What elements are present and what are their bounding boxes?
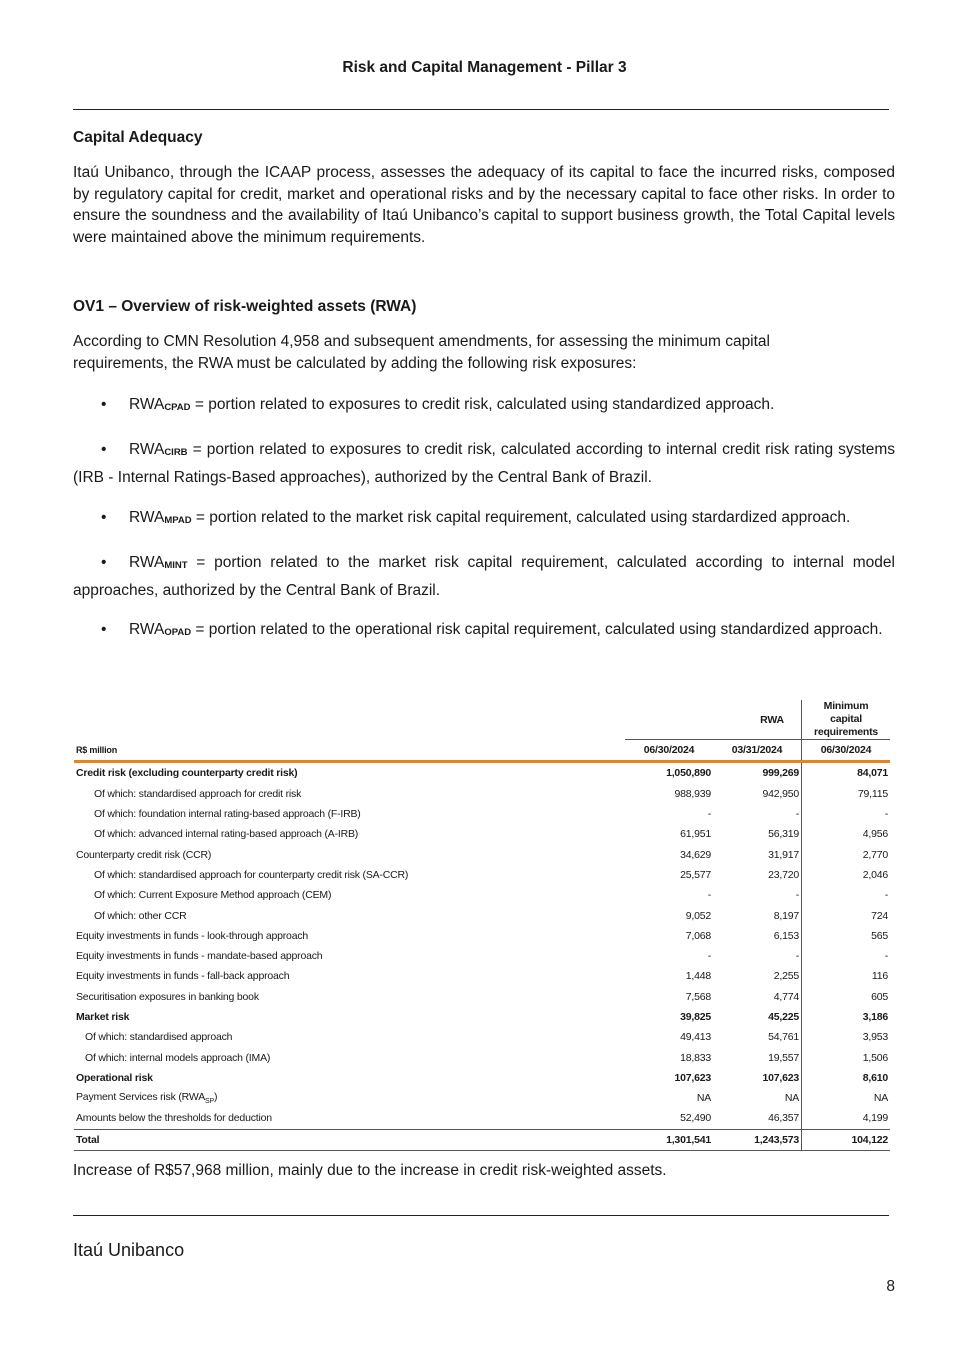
bullet-text: = portion related to the market risk capital requirement, calculated according to internal model approaches, authorized by the Central Bank of Brazil. — [73, 554, 895, 599]
page-number: 8 — [886, 1278, 895, 1295]
cell-value: 104,122 — [851, 1133, 888, 1146]
row-label-text: Of which: advanced internal rating-based approach (A-IRB) — [94, 828, 359, 841]
row-label — [74, 1129, 625, 1150]
cell-value: 8,197 — [713, 905, 802, 925]
cell-value: 4,199 — [862, 1112, 888, 1125]
row-label — [74, 804, 625, 824]
bullet-subscript: CIRB — [164, 447, 188, 458]
bullet-term: RWA — [129, 441, 165, 458]
bullet-subscript: MINT — [164, 560, 188, 571]
row-label-text: Equity investments in funds - look-through approach — [76, 929, 309, 942]
table-row — [74, 1047, 890, 1067]
row-label — [74, 865, 625, 885]
cell-value: 107,623 — [674, 1071, 711, 1084]
cell-value: 25,577 — [680, 868, 711, 881]
cell-value: - — [707, 808, 711, 821]
bullet-term: RWA — [129, 509, 165, 526]
row-label — [74, 946, 625, 966]
table-row — [74, 1108, 890, 1129]
cell-value: 31,917 — [713, 844, 802, 864]
bullet-text: = portion related to the operational risk capital requirement, calculated using standardized approach. — [191, 621, 883, 638]
ov1-intro: According to CMN Resolution 4,958 and subsequent amendments, for assessing the minimum capital requirements, the RWA must be calculated by adding the following risk exposures: — [73, 333, 771, 372]
cell-value: 4,774 — [713, 987, 802, 1007]
cell-value: 1,301,541 — [666, 1133, 711, 1146]
cell-value: - — [707, 950, 711, 963]
bullet-subscript: OPAD — [164, 627, 192, 638]
cell-value: 6,153 — [713, 926, 802, 946]
row-label — [74, 1088, 625, 1108]
table-row — [74, 844, 890, 864]
cell-value: 605 — [871, 990, 888, 1003]
cell-value: - — [713, 946, 802, 966]
bullet-rwa-mpad — [73, 506, 895, 534]
cell-value: 46,357 — [713, 1108, 802, 1129]
page-header: Risk and Capital Management - Pillar 3 — [342, 59, 627, 76]
cell-value: - — [707, 889, 711, 902]
cell-value: NA — [696, 1092, 711, 1105]
bullet-icon: • — [101, 554, 107, 571]
cell-value: 2,046 — [862, 868, 888, 881]
table-row — [74, 926, 890, 946]
row-label — [74, 1047, 625, 1067]
table-row — [74, 865, 890, 885]
bullet-icon: • — [101, 441, 107, 458]
row-label-text: Amounts below the thresholds for deduction — [76, 1112, 272, 1125]
row-label-text: Of which: foundation internal rating-based approach (F-IRB) — [94, 808, 361, 821]
cell-value: 724 — [871, 909, 888, 922]
bullet-icon: • — [101, 621, 107, 638]
column-header: 06/30/2024 — [643, 744, 695, 757]
row-label — [74, 987, 625, 1007]
cell-value: 107,623 — [713, 1068, 802, 1088]
row-label — [74, 762, 625, 784]
row-label — [74, 844, 625, 864]
cell-value: - — [884, 889, 888, 902]
row-label-text: Payment Services risk (RWA — [76, 1091, 205, 1104]
unit-label: R$ million — [76, 744, 118, 755]
row-label-text: Of which: standardised approach for counterparty credit risk (SA-CCR) — [94, 868, 409, 881]
cell-value: 9,052 — [685, 909, 711, 922]
row-label — [74, 1108, 625, 1129]
ov1-table — [74, 700, 890, 1151]
row-label-subscript: SP — [205, 1098, 214, 1106]
cell-value: - — [713, 885, 802, 905]
bullet-text: = portion related to exposures to credit risk, calculated using standardized approach. — [190, 396, 775, 413]
row-label-text: Of which: Current Exposure Method approach (CEM) — [94, 889, 332, 902]
row-label — [74, 784, 625, 804]
footer-company: Itaú Unibanco — [73, 1240, 185, 1260]
cell-value: 1,050,890 — [666, 767, 711, 780]
cell-value: NA — [873, 1092, 888, 1105]
table-row — [74, 1027, 890, 1047]
bullet-icon: • — [101, 509, 107, 526]
column-header: 06/30/2024 — [820, 744, 872, 757]
cell-value: 999,269 — [713, 762, 802, 784]
row-label-text: Credit risk (excluding counterparty credit risk) — [76, 767, 298, 780]
cell-value: 7,568 — [685, 990, 711, 1003]
cell-value: 45,225 — [713, 1007, 802, 1027]
cell-value: 84,071 — [857, 767, 888, 780]
cell-value: 54,761 — [713, 1027, 802, 1047]
row-label-text: Of which: standardised approach for credit risk — [94, 787, 302, 800]
row-label-text: Equity investments in funds - mandate-based approach — [76, 950, 323, 963]
table-row — [74, 762, 890, 784]
column-header: 03/31/2024 — [713, 740, 802, 762]
row-label-text: Of which: standardised approach — [85, 1031, 233, 1044]
row-label-text: Securitisation exposures in banking book — [76, 990, 259, 1003]
row-label-text: Market risk — [76, 1011, 130, 1023]
cell-value: NA — [713, 1088, 802, 1108]
cell-value: 2,255 — [713, 966, 802, 986]
cell-value: 56,319 — [713, 824, 802, 844]
row-label-text: Of which: other CCR — [94, 909, 187, 922]
table-row — [74, 905, 890, 925]
bullet-icon: • — [101, 396, 107, 413]
cell-value: - — [884, 808, 888, 821]
header-divider — [73, 109, 889, 110]
cell-value: 19,557 — [713, 1047, 802, 1067]
table-row — [74, 966, 890, 986]
footer-divider — [73, 1215, 889, 1216]
row-label — [74, 1027, 625, 1047]
group-header-min-capital: Minimum capital requirements — [802, 700, 891, 740]
row-label-text: Equity investments in funds - fall-back approach — [76, 970, 290, 983]
table-row — [74, 1088, 890, 1108]
ov1-conclusion: Increase of R$57,968 million, mainly due to the increase in credit risk-weighted assets. — [73, 1162, 667, 1179]
cell-value: - — [713, 804, 802, 824]
table-row — [74, 824, 890, 844]
section-title-capital-adequacy: Capital Adequacy — [73, 129, 203, 146]
row-label-text: Of which: internal models approach (IMA) — [85, 1051, 271, 1064]
cell-value: 565 — [871, 929, 888, 942]
row-label-text: Operational risk — [76, 1071, 153, 1084]
cell-value: 23,720 — [713, 865, 802, 885]
row-label — [74, 1068, 625, 1088]
row-label-end: ) — [213, 1091, 218, 1104]
table-row — [74, 885, 890, 905]
cell-value: 34,629 — [680, 848, 711, 861]
bullet-term: RWA — [129, 621, 165, 638]
cell-value: 7,068 — [685, 929, 711, 942]
bullet-subscript: CPAD — [164, 402, 191, 413]
row-label — [74, 824, 625, 844]
cell-value: 1,243,573 — [713, 1129, 802, 1150]
cell-value: 39,825 — [680, 1011, 711, 1023]
bullet-rwa-mint — [73, 551, 895, 603]
group-header-rwa: RWA — [625, 700, 802, 740]
row-label — [74, 926, 625, 946]
bullet-text: = portion related to exposures to credit risk, calculated according to internal credit risk rating systems (IRB - Internal Ratings-Based approaches), authorized by the Central Bank of Brazil. — [73, 441, 895, 486]
table-row — [74, 1007, 890, 1027]
cell-value: - — [884, 950, 888, 963]
cell-value: 18,833 — [680, 1051, 711, 1064]
row-label — [74, 966, 625, 986]
bullet-term: RWA — [129, 554, 165, 571]
cell-value: 61,951 — [680, 828, 711, 841]
bullet-rwa-cirb — [73, 438, 895, 490]
table-row — [74, 804, 890, 824]
cell-value: 52,490 — [680, 1112, 711, 1125]
section-title-ov1: OV1 – Overview of risk-weighted assets (RWA) — [73, 298, 417, 315]
row-label — [74, 885, 625, 905]
bullet-rwa-opad — [73, 618, 895, 646]
cell-value: 3,953 — [862, 1031, 888, 1044]
bullet-subscript: MPAD — [164, 515, 192, 526]
cell-value: 8,610 — [862, 1071, 888, 1084]
bullet-term: RWA — [129, 396, 165, 413]
cell-value: 4,956 — [862, 828, 888, 841]
table-row — [74, 1068, 890, 1088]
capital-adequacy-text: Itaú Unibanco, through the ICAAP process, assesses the adequacy of its capital to face the incurred risks, composed by regulatory capital for credit, market and operational risks and by the necessary capital to face other risks. In order to ensure the soundness and the availability of Itaú Unibanco’s capital to support business growth, the Total Capital levels were maintained above the minimum requirements. — [73, 164, 895, 247]
cell-value: 49,413 — [680, 1031, 711, 1044]
cell-value: 988,939 — [674, 787, 711, 800]
row-label — [74, 905, 625, 925]
table-row — [74, 987, 890, 1007]
bullet-rwa-cpad — [73, 393, 895, 421]
table-row — [74, 1129, 890, 1150]
cell-value: 1,448 — [685, 970, 711, 983]
bullet-text: = portion related to the market risk capital requirement, calculated using stardardized approach. — [191, 509, 851, 526]
cell-value: 2,770 — [862, 848, 888, 861]
row-label-text: Counterparty credit risk (CCR) — [76, 848, 212, 861]
cell-value: 116 — [871, 970, 888, 983]
cell-value: 3,186 — [862, 1011, 888, 1023]
table-row — [74, 946, 890, 966]
cell-value: 1,506 — [862, 1051, 888, 1064]
cell-value: 79,115 — [857, 787, 888, 800]
cell-value: 942,950 — [713, 784, 802, 804]
row-label-text: Total — [76, 1133, 100, 1146]
table-row — [74, 784, 890, 804]
row-label — [74, 1007, 625, 1027]
